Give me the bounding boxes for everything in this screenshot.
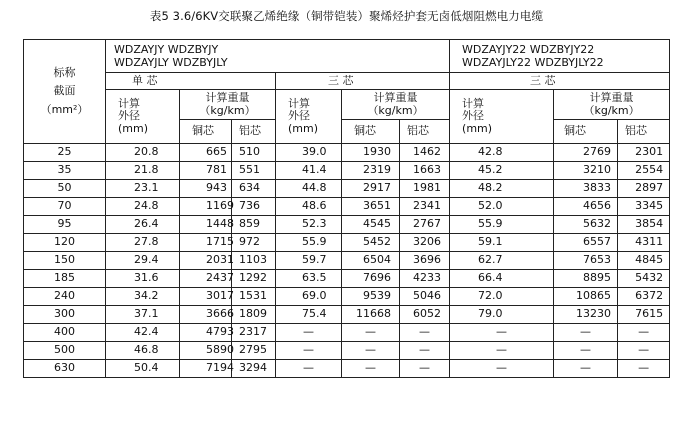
cell-cu3: 4545 xyxy=(342,216,400,234)
cell-size: 50 xyxy=(24,180,106,198)
cell-od6: 42.8 xyxy=(450,144,554,162)
cell-od3: 69.0 xyxy=(276,288,342,306)
cell-cu1: 2437 xyxy=(180,270,232,288)
cell-size: 185 xyxy=(24,270,106,288)
cell-al1: 972 xyxy=(232,234,276,252)
cell-cu1: 943 xyxy=(180,180,232,198)
cell-al6: 5432 xyxy=(618,270,670,288)
cell-size: 400 xyxy=(24,324,106,342)
cell-cu6: — xyxy=(554,342,618,360)
three-core-header: 三 芯 xyxy=(276,73,450,90)
copper-header-3: 铜芯 xyxy=(342,120,400,144)
weight-label-line2: （kg/km） xyxy=(367,103,424,117)
cell-cu6: — xyxy=(554,324,618,342)
cell-cu3: 3651 xyxy=(342,198,400,216)
table-row xyxy=(24,162,670,180)
weight-header-1 xyxy=(180,90,276,120)
cell-od6: 45.2 xyxy=(450,162,554,180)
cell-al6: 6372 xyxy=(618,288,670,306)
cell-od6: 55.9 xyxy=(450,216,554,234)
cell-od1: 21.8 xyxy=(106,162,180,180)
od-label-line3: (mm) xyxy=(118,121,149,135)
table-row xyxy=(24,306,670,324)
cell-al3: 3696 xyxy=(400,252,450,270)
cell-cu3: 2917 xyxy=(342,180,400,198)
models-left-line2: WDZAYJLY WDZBYJLY xyxy=(114,56,228,69)
cell-al6: — xyxy=(618,342,670,360)
cell-od1: 20.8 xyxy=(106,144,180,162)
cell-al6: — xyxy=(618,324,670,342)
cell-cu1: 1169 xyxy=(180,198,232,216)
cell-size: 500 xyxy=(24,342,106,360)
cell-size: 150 xyxy=(24,252,106,270)
cell-od1: 23.1 xyxy=(106,180,180,198)
cell-al3: 1663 xyxy=(400,162,450,180)
cell-od3: — xyxy=(276,324,342,342)
od-label-line1: 计算 xyxy=(118,96,140,110)
cell-od6: 48.2 xyxy=(450,180,554,198)
cell-cu1: 7194 xyxy=(180,360,232,378)
cell-od1: 42.4 xyxy=(106,324,180,342)
cell-cu6: 4656 xyxy=(554,198,618,216)
cell-size: 630 xyxy=(24,360,106,378)
cell-cu6: — xyxy=(554,360,618,378)
single-core-header: 单 芯 xyxy=(106,73,276,90)
cell-od1: 29.4 xyxy=(106,252,180,270)
cell-od1: 27.8 xyxy=(106,234,180,252)
cell-al6: 3345 xyxy=(618,198,670,216)
cell-od6: — xyxy=(450,342,554,360)
cell-al1: 3294 xyxy=(232,360,276,378)
cell-al1: 736 xyxy=(232,198,276,216)
section-label-cell xyxy=(24,40,106,144)
od-label-line2: 外径 xyxy=(288,109,310,123)
cell-al1: 510 xyxy=(232,144,276,162)
cell-cu1: 2031 xyxy=(180,252,232,270)
cell-od3: — xyxy=(276,342,342,360)
cell-cu3: — xyxy=(342,324,400,342)
cell-cu6: 3833 xyxy=(554,180,618,198)
cell-cu3: 11668 xyxy=(342,306,400,324)
section-label-line1: 标称 xyxy=(53,65,76,79)
cell-al3: 2341 xyxy=(400,198,450,216)
cell-cu3: 2319 xyxy=(342,162,400,180)
cell-od6: 62.7 xyxy=(450,252,554,270)
cell-od3: 55.9 xyxy=(276,234,342,252)
cell-al6: 4311 xyxy=(618,234,670,252)
cell-al6: — xyxy=(618,360,670,378)
cell-al1: 1292 xyxy=(232,270,276,288)
models-right-line1: WDZAYJY22 WDZBYJY22 xyxy=(462,42,595,56)
cell-cu6: 6557 xyxy=(554,234,618,252)
od-header-armored xyxy=(450,90,554,144)
copper-header-1: 铜芯 xyxy=(180,120,232,144)
cell-al3: 6052 xyxy=(400,306,450,324)
table-row xyxy=(24,360,670,378)
cell-cu1: 3017 xyxy=(180,288,232,306)
cell-al6: 2554 xyxy=(618,162,670,180)
cell-od6: 66.4 xyxy=(450,270,554,288)
od-header-1 xyxy=(106,90,180,144)
cell-od1: 24.8 xyxy=(106,198,180,216)
cell-od6: 59.1 xyxy=(450,234,554,252)
cell-size: 120 xyxy=(24,234,106,252)
cell-cu1: 5890 xyxy=(180,342,232,360)
cell-size: 25 xyxy=(24,144,106,162)
cell-od1: 50.4 xyxy=(106,360,180,378)
cell-cu6: 7653 xyxy=(554,252,618,270)
cell-size: 300 xyxy=(24,306,106,324)
cell-od3: 63.5 xyxy=(276,270,342,288)
table-row xyxy=(24,216,670,234)
cell-al3: 1462 xyxy=(400,144,450,162)
cell-od1: 31.6 xyxy=(106,270,180,288)
cell-cu1: 4793 xyxy=(180,324,232,342)
cell-cu6: 10865 xyxy=(554,288,618,306)
cell-al6: 2897 xyxy=(618,180,670,198)
table-row xyxy=(24,342,670,360)
od-label-line3: (mm) xyxy=(288,121,319,135)
cell-cu6: 3210 xyxy=(554,162,618,180)
cell-cu6: 8895 xyxy=(554,270,618,288)
aluminum-header-1: 铝芯 xyxy=(232,120,276,144)
cell-od3: 48.6 xyxy=(276,198,342,216)
cell-size: 240 xyxy=(24,288,106,306)
section-label-line2: 截面 xyxy=(53,84,76,98)
cell-cu3: 7696 xyxy=(342,270,400,288)
weight-label-line1: 计算重量 xyxy=(373,90,418,104)
table-row xyxy=(24,288,670,306)
cell-cu6: 5632 xyxy=(554,216,618,234)
weight-header-armored xyxy=(554,90,670,120)
table-row xyxy=(24,252,670,270)
cell-od3: 75.4 xyxy=(276,306,342,324)
cell-al1: 2317 xyxy=(232,324,276,342)
cell-cu1: 3666 xyxy=(180,306,232,324)
section-label-line3: （mm²） xyxy=(40,102,89,116)
cell-od1: 37.1 xyxy=(106,306,180,324)
cell-od6: 79.0 xyxy=(450,306,554,324)
cell-od3: 59.7 xyxy=(276,252,342,270)
weight-label-line1: 计算重量 xyxy=(589,90,634,104)
table-body xyxy=(24,144,670,378)
od-label-line2: 外径 xyxy=(118,109,140,123)
cell-od6: 52.0 xyxy=(450,198,554,216)
table-title: 表5 3.6/6KV交联聚乙烯绝缘（铜带铠装）聚烯烃护套无卤低烟阻燃电力电缆 xyxy=(149,9,544,23)
cell-size: 95 xyxy=(24,216,106,234)
od-label-line2: 外径 xyxy=(462,109,485,123)
cell-od1: 46.8 xyxy=(106,342,180,360)
cell-al3: 1981 xyxy=(400,180,450,198)
cell-cu3: 1930 xyxy=(342,144,400,162)
table-row xyxy=(24,144,670,162)
cell-al3: — xyxy=(400,324,450,342)
weight-label-line2: （kg/km） xyxy=(583,103,640,117)
cell-al6: 7615 xyxy=(618,306,670,324)
table-row xyxy=(24,234,670,252)
od-label-line3: (mm) xyxy=(462,121,493,135)
cell-al3: 2767 xyxy=(400,216,450,234)
cell-od3: 52.3 xyxy=(276,216,342,234)
cell-cu1: 781 xyxy=(180,162,232,180)
aluminum-header-armored: 铝芯 xyxy=(618,120,670,144)
cell-od6: — xyxy=(450,324,554,342)
cell-al1: 634 xyxy=(232,180,276,198)
cell-cu3: 5452 xyxy=(342,234,400,252)
cell-al3: 4233 xyxy=(400,270,450,288)
three-core-header-right: 三 芯 xyxy=(450,73,670,90)
cell-cu3: — xyxy=(342,360,400,378)
cell-cu6: 13230 xyxy=(554,306,618,324)
cell-al1: 859 xyxy=(232,216,276,234)
weight-label-line1: 计算重量 xyxy=(205,90,250,104)
cell-cu1: 1715 xyxy=(180,234,232,252)
cell-od1: 34.2 xyxy=(106,288,180,306)
models-left-line1: WDZAYJY WDZBYJY xyxy=(114,42,219,56)
table-row xyxy=(24,198,670,216)
models-right xyxy=(450,40,670,73)
cell-od3: — xyxy=(276,360,342,378)
cell-cu3: 9539 xyxy=(342,288,400,306)
cell-al3: 3206 xyxy=(400,234,450,252)
cell-od3: 41.4 xyxy=(276,162,342,180)
cell-al6: 3854 xyxy=(618,216,670,234)
cell-cu6: 2769 xyxy=(554,144,618,162)
cell-cu1: 1448 xyxy=(180,216,232,234)
cell-al3: — xyxy=(400,342,450,360)
table-row xyxy=(24,180,670,198)
table-row xyxy=(24,324,670,342)
cell-al1: 2795 xyxy=(232,342,276,360)
table-row xyxy=(24,270,670,288)
cell-al1: 1103 xyxy=(232,252,276,270)
cell-al1: 551 xyxy=(232,162,276,180)
cell-size: 35 xyxy=(24,162,106,180)
cell-od1: 26.4 xyxy=(106,216,180,234)
cell-al3: — xyxy=(400,360,450,378)
od-label-line1: 计算 xyxy=(288,96,310,110)
models-left xyxy=(106,40,450,73)
cell-od6: — xyxy=(450,360,554,378)
weight-label-line2: （kg/km） xyxy=(199,103,256,117)
cell-al6: 4845 xyxy=(618,252,670,270)
cell-od6: 72.0 xyxy=(450,288,554,306)
cell-cu3: 6504 xyxy=(342,252,400,270)
od-header-3 xyxy=(276,90,342,144)
cell-od3: 39.0 xyxy=(276,144,342,162)
models-right-line2: WDZAYJLY22 WDZBYJLY22 xyxy=(462,56,604,69)
copper-header-armored: 铜芯 xyxy=(554,120,618,144)
cell-al6: 2301 xyxy=(618,144,670,162)
cell-size: 70 xyxy=(24,198,106,216)
cell-al1: 1531 xyxy=(232,288,276,306)
weight-header-3 xyxy=(342,90,450,120)
cable-spec-table xyxy=(23,39,670,378)
cell-od3: 44.8 xyxy=(276,180,342,198)
cell-al1: 1809 xyxy=(232,306,276,324)
cell-al3: 5046 xyxy=(400,288,450,306)
aluminum-header-3: 铝芯 xyxy=(400,120,450,144)
od-label-line1: 计算 xyxy=(462,96,485,110)
cell-cu3: — xyxy=(342,342,400,360)
cell-cu1: 665 xyxy=(180,144,232,162)
